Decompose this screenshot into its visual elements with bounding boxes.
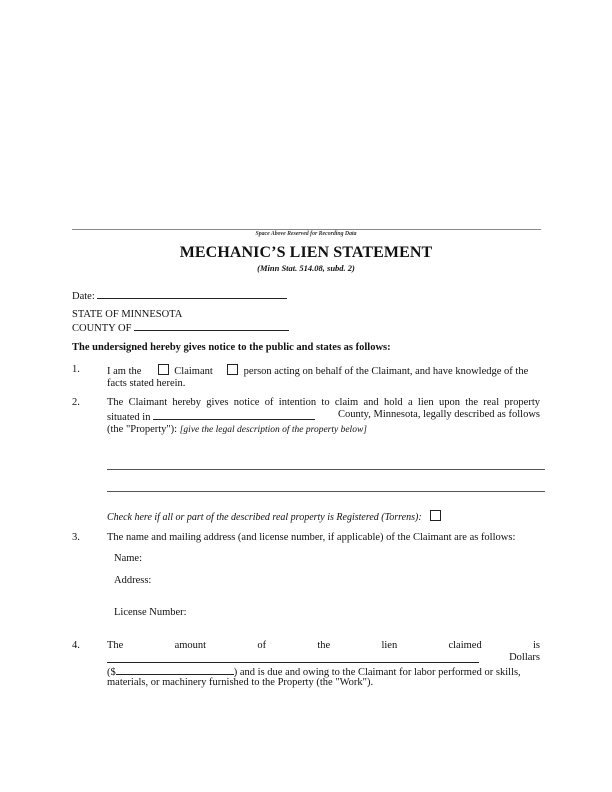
- date-row: [72, 288, 287, 302]
- item-4-line-4: materials, or machinery furnished to the Property (the "Work").: [107, 677, 374, 688]
- item-2-number: 2.: [72, 397, 80, 408]
- item-4-line-3: [107, 664, 540, 678]
- county-name-field[interactable]: [153, 409, 315, 420]
- license-number-label: License Number:: [114, 607, 187, 618]
- state-line: STATE OF MINNESOTA: [72, 309, 183, 320]
- torrens-checkbox[interactable]: [430, 510, 441, 521]
- torrens-row: [107, 510, 444, 523]
- item-4-number: 4.: [72, 640, 80, 651]
- claimant-option-label: Claimant: [174, 366, 213, 377]
- legal-description-instruction: [give the legal description of the property below]: [179, 425, 367, 435]
- agent-option-label: person acting on behalf of the Claimant, and have knowledge of the: [243, 366, 529, 377]
- item-3-text: The name and mailing address (and license number, if applicable) of the Claimant are as follows:: [107, 532, 516, 543]
- date-field[interactable]: [97, 288, 287, 299]
- date-label: Date:: [72, 291, 95, 302]
- amount-numeric-field[interactable]: [116, 664, 234, 675]
- item-4-word: lien: [381, 640, 398, 651]
- address-label: Address:: [114, 575, 152, 586]
- property-label: (the "Property"):: [107, 424, 178, 435]
- item-1-number: 1.: [72, 364, 80, 375]
- name-label: Name:: [114, 553, 142, 564]
- torrens-label: Check here if all or part of the described real property is Registered (Torrens):: [107, 512, 422, 523]
- item-2-situated-label: situated in: [107, 412, 151, 423]
- item-1-prefix: I am the: [107, 366, 142, 377]
- county-row: [72, 320, 289, 334]
- agent-checkbox[interactable]: [227, 364, 238, 375]
- item-2-line-1: The Claimant hereby gives notice of intention to claim and hold a lien upon the real property: [107, 397, 540, 408]
- recording-note: Space Above Reserved for Recording Data: [255, 231, 357, 237]
- dollars-label: Dollars: [509, 652, 540, 663]
- item-2-line-2: [107, 409, 540, 424]
- item-1-text: [107, 364, 540, 390]
- item-2-text: [107, 397, 540, 436]
- item-4-line-2: [107, 652, 540, 663]
- item-2-line-3: [107, 424, 540, 436]
- item-1-continuation: facts stated herein.: [107, 378, 186, 389]
- item-3-number: 3.: [72, 532, 80, 543]
- item-4-word: The: [107, 640, 124, 651]
- item-4-word: amount: [174, 640, 207, 651]
- intro-statement: The undersigned hereby gives notice to the public and states as follows:: [72, 342, 391, 353]
- item-2-county-suffix: County, Minnesota, legally described as follows: [338, 409, 540, 420]
- amount-open-paren: ($: [107, 667, 116, 678]
- item-4-word: claimed: [448, 640, 482, 651]
- claimant-checkbox[interactable]: [158, 364, 169, 375]
- item-4-word: is: [532, 640, 540, 651]
- legal-description-line-2[interactable]: [107, 491, 545, 492]
- statute-citation: (Minn Stat. 514.08, subd. 2): [257, 263, 355, 273]
- item-4-word: of: [257, 640, 267, 651]
- item-4-due-text: ) and is due and owing to the Claimant for labor performed or skills,: [233, 667, 521, 678]
- page-title: MECHANIC’S LIEN STATEMENT: [179, 244, 433, 261]
- item-4-line-1: [107, 640, 540, 651]
- county-label: COUNTY OF: [72, 323, 132, 334]
- item-4-word: the: [317, 640, 331, 651]
- county-field[interactable]: [134, 320, 289, 331]
- legal-description-line-1[interactable]: [107, 469, 545, 470]
- amount-in-words-field[interactable]: [107, 652, 479, 663]
- recording-area-divider: [72, 229, 541, 230]
